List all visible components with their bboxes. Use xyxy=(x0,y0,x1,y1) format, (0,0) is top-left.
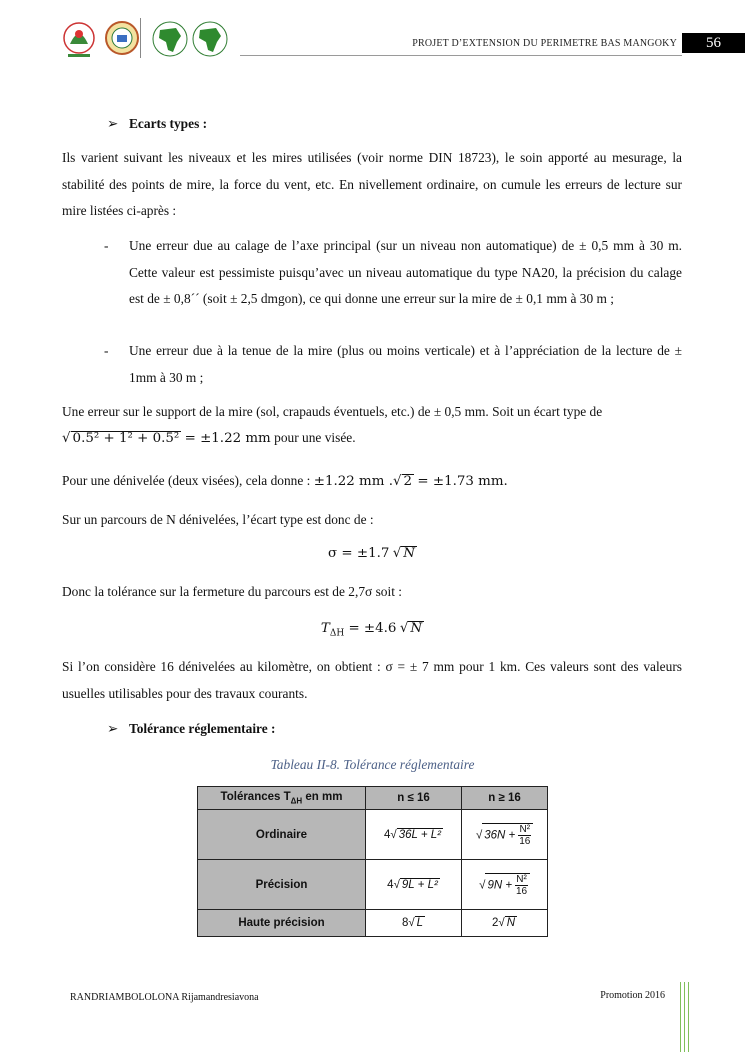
cell-precision-n-ge-16: √ 9N + $\frac{\text{N²}}{16}$ xyxy=(462,860,548,910)
table-row xyxy=(198,810,548,860)
list-item-text: Une erreur due au calage de l’axe principal (sur un niveau non automatique) de ± 0,5 mm à 30 m. Cette valeur est pessimiste puisqu’avec un niveau automatique du type NA20, la précision du calage est de ± 0,8´´ (soit ± 2,5 dmgon), ce qui donne une erreur sur la mire de ± 0,1 mm à 30 m ; xyxy=(129,238,682,306)
list-item xyxy=(104,233,682,313)
cell-precision-n-le-16: 4√ 9L + L² xyxy=(366,860,462,910)
header-project-title: PROJET D’EXTENSION DU PERIMETRE BAS MANGOKY xyxy=(412,38,677,49)
table-row xyxy=(198,860,548,910)
partner-seal-logo xyxy=(106,22,138,54)
t-sub: ΔH xyxy=(329,628,345,639)
table-caption: Tableau II-8. Tolérance réglementaire xyxy=(270,757,475,772)
header-divider xyxy=(240,55,682,56)
denivelee-text: Pour une dénivelée (deux visées), cela donne : xyxy=(62,473,311,488)
sigma-lhs: σ = ±1.7 xyxy=(327,546,390,561)
cell-haute-n-le-16: 8√ L xyxy=(366,910,462,937)
formula1-suffix: pour une visée. xyxy=(274,430,356,445)
footer-author: RANDRIAMBOLOLONA Rijamandresiavona xyxy=(70,992,259,1003)
sigma-formula xyxy=(0,545,745,562)
heading-text: Ecarts types : xyxy=(129,116,208,131)
arrow-bullet-icon: ➢ xyxy=(107,116,119,131)
list-item xyxy=(104,338,682,391)
footer-bar xyxy=(688,982,689,1052)
sigma-root: N xyxy=(403,546,415,561)
footer-promotion: Promotion 2016 xyxy=(600,990,665,1001)
formula2-root: 2 xyxy=(403,474,413,489)
support-error-paragraph: Une erreur sur le support de la mire (sol, crapauds éventuels, etc.) de ± 0,5 mm. Soit un écart type de xyxy=(62,404,603,419)
header-col-tolerances: Tolérances $T_{\Delta H}$ en mm xyxy=(198,787,366,810)
section-heading-tolerance xyxy=(107,721,276,737)
table-row xyxy=(198,910,548,937)
formula1-radicand: 0.5² + 1² + 0.5² xyxy=(72,431,180,446)
formula-line-2 xyxy=(62,473,508,490)
header-col-n-ge-16: n ≥ 16 xyxy=(462,787,548,810)
footer-bar xyxy=(684,982,685,1052)
t-formula xyxy=(0,620,745,639)
african-development-bank-logo xyxy=(153,22,187,56)
row-label-precision: Précision xyxy=(198,860,366,910)
formula-line-1 xyxy=(62,430,356,447)
t-rhs: = ±4.6 xyxy=(344,621,397,636)
tolerance-paragraph: Donc la tolérance sur la fermeture du parcours est de 2,7σ soit : xyxy=(62,584,403,599)
t-root: N xyxy=(410,621,423,636)
cell-haute-n-ge-16: 2√ N xyxy=(462,910,548,937)
intro-paragraph: Ils varient suivant les niveaux et les mires utilisées (voir norme DIN 18723), le soin apporté au mesurage, la stabilité des points de mire, la force du vent, etc. En nivellement ordinaire, on cumule les erreurs de lecture sur mire listées ci-après : xyxy=(62,150,682,218)
dash-bullet: - xyxy=(104,238,109,253)
heading-text: Tolérance réglementaire : xyxy=(129,721,276,736)
table-header-row xyxy=(198,787,548,810)
sqrt-symbol: √ xyxy=(392,474,402,489)
cell-ordinaire-n-le-16: 4√ 36L + L² xyxy=(366,810,462,860)
ministry-emblem-logo xyxy=(64,23,94,57)
arrow-bullet-icon: ➢ xyxy=(107,721,119,736)
africa-map-logo xyxy=(193,22,227,56)
footer-bar xyxy=(680,982,681,1052)
list-item-text: Une erreur due à la tenue de la mire (plus ou moins verticale) et à l’appréciation de la lecture de ± 1mm à 30 m ; xyxy=(129,343,682,385)
sqrt-symbol: √ xyxy=(62,431,71,446)
parcours-paragraph: Sur un parcours de N dénivelées, l’écart type est donc de : xyxy=(62,512,374,527)
dash-bullet: - xyxy=(104,343,109,358)
row-label-ordinaire: Ordinaire xyxy=(198,810,366,860)
formula2-lhs: ±1.22 mm . xyxy=(313,474,393,489)
sqrt-symbol: √ xyxy=(399,621,409,636)
formula2-result: = ±1.73 mm. xyxy=(417,474,508,489)
page-number: 56 xyxy=(682,33,745,53)
section-heading-ecarts xyxy=(107,116,207,132)
formula1-result: = ±1.22 mm xyxy=(184,431,271,446)
conclusion-paragraph: Si l’on considère 16 dénivelées au kilomètre, on obtient : σ = ± 7 mm pour 1 km. Ces valeurs sont des valeurs usuelles utilisables pour des travaux courants. xyxy=(62,659,682,701)
sqrt-symbol: √ xyxy=(392,546,402,561)
row-label-haute-precision: Haute précision xyxy=(198,910,366,937)
header-logos xyxy=(60,18,230,60)
header-col-n-le-16: n ≤ 16 xyxy=(366,787,462,810)
tolerance-table xyxy=(197,786,548,937)
logos-svg xyxy=(60,18,230,60)
t-lhs: T xyxy=(320,621,330,636)
cell-ordinaire-n-ge-16: √ 36N + $\frac{\text{N²}}{16}$ xyxy=(462,810,548,860)
